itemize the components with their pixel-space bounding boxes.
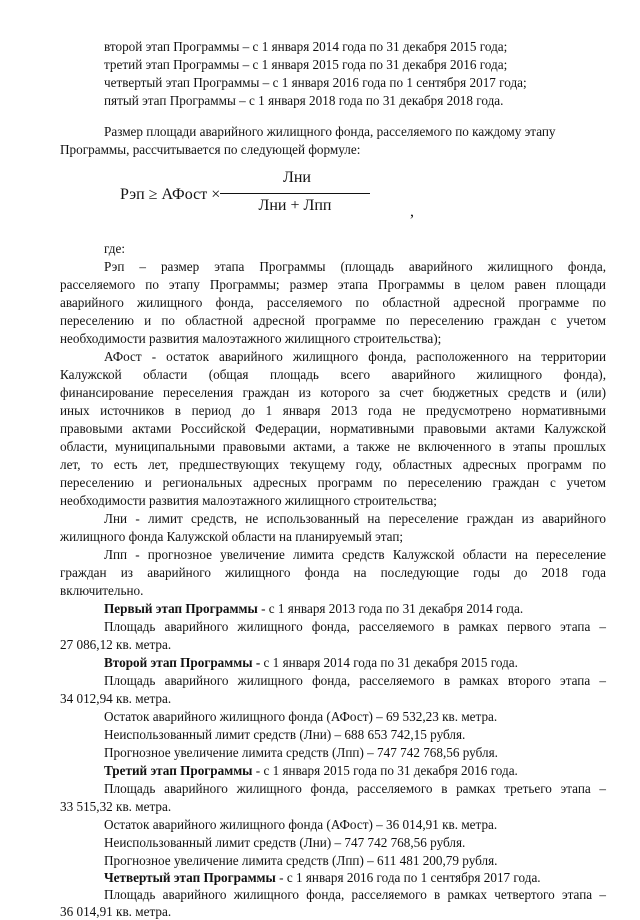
stage1-area-value: 27 086,12 кв. метра. — [60, 637, 172, 652]
stage-list-item: второй этап Программы – с 1 января 2014 года по 31 декабря 2015 года; — [104, 39, 508, 54]
formula-lhs: Рэп ≥ АФост × — [120, 186, 221, 203]
stage4-period: - с 1 января 2016 года по 1 сентября 2017 года. — [275, 870, 541, 885]
stage2-title: Второй этап Программы - — [104, 655, 261, 670]
stage3-area-line: Площадь аварийного жилищного фонда, расселяемого в рамках третьего этапа – — [104, 781, 606, 796]
area-formula — [120, 165, 414, 225]
stage3-afost: Остаток аварийного жилищного фонда (АФост) – 36 014,91 кв. метра. — [104, 817, 498, 832]
def-afost-line: переселению и региональных адресных программ по переселению граждан с учетом — [60, 475, 606, 490]
def-afost-line: финансирование переселения граждан из которого за счет бюджетных средств и (или) — [60, 385, 606, 400]
stage3-area-value: 33 515,32 кв. метра. — [60, 799, 172, 814]
def-afost-line: правовыми актами Российской Федерации, нормативными правовыми актами Калужской — [60, 421, 606, 436]
stage1-title: Первый этап Программы — [104, 601, 258, 616]
stage3-heading — [104, 762, 518, 779]
stage3-lni: Неиспользованный лимит средств (Лни) – 747 742 768,56 рубля. — [104, 835, 466, 850]
def-rep-line: расселяемого по этапу Программы; размер этапа Программы в целом равен площади — [60, 277, 606, 292]
stage-list-item: третий этап Программы – с 1 января 2015 года по 31 декабря 2016 года; — [104, 57, 508, 72]
stage-list-item: четвертый этап Программы – с 1 января 2016 года по 1 сентября 2017 года; — [104, 75, 527, 90]
def-lni-line: жилищного фонда Калужской области на планируемый этап; — [60, 529, 404, 544]
stage3-period: - с 1 января 2015 года по 31 декабря 2016 года. — [252, 763, 518, 778]
def-afost-line: необходимости развития малоэтажного жилищного строительства; — [60, 493, 437, 508]
stage4-heading — [104, 869, 541, 886]
def-rep-line: переселению и по областной адресной программе по переселению граждан с учетом — [60, 313, 606, 328]
intro-line: Программы, рассчитывается по следующей формуле: — [60, 142, 361, 157]
def-afost-line: Калужской области (общая площадь всего аварийного жилищного фонда), — [60, 367, 606, 382]
formula-numerator: Лни — [283, 169, 311, 186]
def-afost-line: АФост - остаток аварийного жилищного фонда, расположенного на территории — [104, 349, 606, 364]
stage4-area-value: 36 014,91 кв. метра. — [60, 904, 172, 919]
stage3-lpp: Прогнозное увеличение лимита средств (Лпп) – 611 481 200,79 рубля. — [104, 853, 498, 868]
where-label: где: — [104, 241, 125, 256]
stage3-title: Третий этап Программы — [104, 763, 253, 778]
stage1-heading — [104, 600, 523, 617]
formula-comma: , — [410, 203, 414, 220]
intro-line: Размер площади аварийного жилищного фонда, расселяемого по каждому этапу — [104, 124, 556, 139]
stage2-period: с 1 января 2014 года по 31 декабря 2015 года. — [260, 655, 518, 670]
def-afost-line: области, муниципальными правовыми актами, а также не включенного в этапы прошлых — [60, 439, 606, 454]
def-rep-line: аварийного жилищного фонда, расселяемого по областной адресной программе по — [60, 295, 606, 310]
stage2-area-value: 34 012,94 кв. метра. — [60, 691, 172, 706]
stage2-lni: Неиспользованный лимит средств (Лни) – 688 653 742,15 рубля. — [104, 727, 466, 742]
stage2-area-line: Площадь аварийного жилищного фонда, расселяемого в рамках второго этапа – — [104, 673, 606, 688]
def-afost-line: иных источников в период до 1 января 2013 года не предусмотрено нормативными — [60, 403, 606, 418]
def-lpp-line: Лпп - прогнозное увеличение лимита средств Калужской области на переселение — [104, 547, 606, 562]
stage-list-item: пятый этап Программы – с 1 января 2018 года по 31 декабря 2018 года. — [104, 93, 504, 108]
stage2-afost: Остаток аварийного жилищного фонда (АФост) – 69 532,23 кв. метра. — [104, 709, 498, 724]
stage4-title: Четвертый этап Программы — [104, 870, 276, 885]
formula-denominator: Лни + Лпп — [258, 197, 332, 214]
stage1-area-line: Площадь аварийного жилищного фонда, расселяемого в рамках первого этапа – — [104, 619, 606, 634]
stage2-heading — [104, 654, 518, 671]
def-lpp-line: граждан из аварийного жилищного фонда на последующие годы до 2018 года — [60, 565, 606, 580]
def-lni-line: Лни - лимит средств, не использованный на переселение граждан из аварийного — [104, 511, 606, 526]
fraction-bar — [220, 193, 370, 194]
stage4-area-line: Площадь аварийного жилищного фонда, расселяемого в рамках четвертого этапа – — [104, 887, 606, 902]
def-rep-line: Рэп – размер этапа Программы (площадь аварийного жилищного фонда, — [104, 259, 606, 274]
def-lpp-line: включительно. — [60, 583, 144, 598]
def-rep-line: необходимости развития малоэтажного жилищного строительства); — [60, 331, 442, 346]
stage1-period: - с 1 января 2013 года по 31 декабря 2014 года. — [257, 601, 524, 616]
def-afost-line: лет, то есть лет, предшествующих текущему году, областных адресных программ по — [60, 457, 606, 472]
stage2-lpp: Прогнозное увеличение лимита средств (Лпп) – 747 742 768,56 рубля. — [104, 745, 498, 760]
